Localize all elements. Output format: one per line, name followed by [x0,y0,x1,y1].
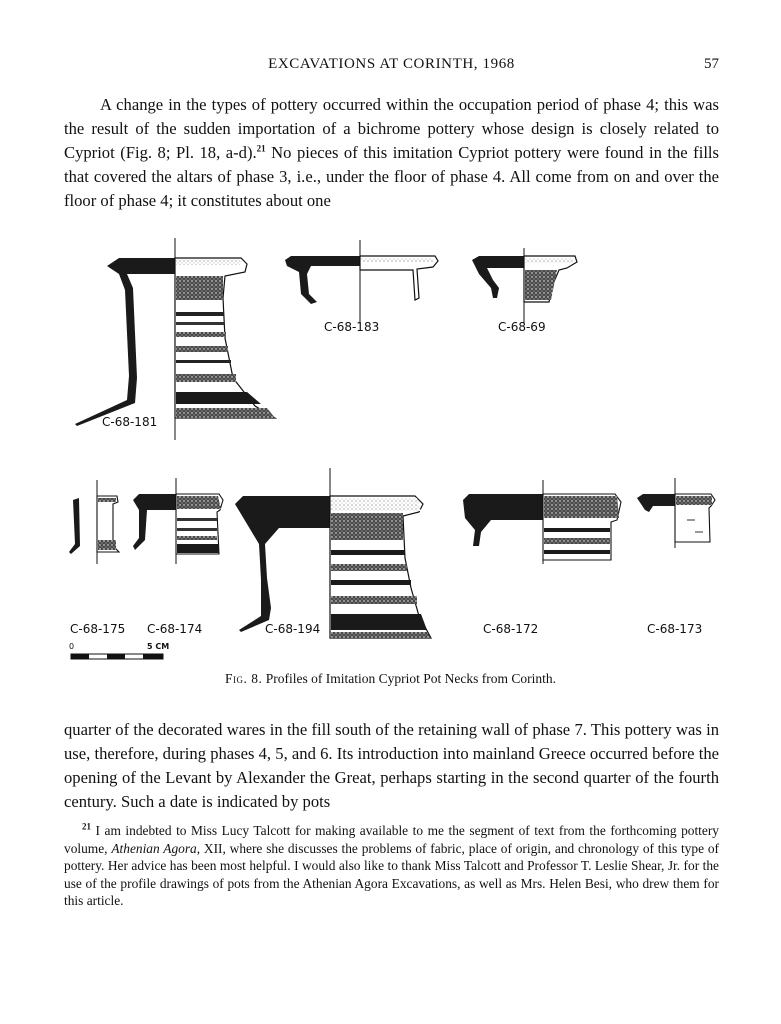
footnote-reference[interactable]: 21 [256,143,266,154]
body-paragraph-2: quarter of the decorated wares in the fill south of the retaining wall of phase 7. This pottery was in use, therefore, during phases 4, 5, and 6. Its introduction into mainland Greece occurred before the opening of the Levant by Alexander the Great, perhaps starting in the second quarter of the fourth century. Such a date is indicated by pots [64,720,719,811]
label-c-68-174: C-68-174 [147,622,203,636]
figure-8 [55,228,735,698]
pottery-profiles-drawing [55,228,735,668]
label-c-68-181: C-68-181 [102,415,158,429]
scale-zero-label: 0 [69,642,75,651]
body-paragraph-1 [64,93,719,213]
profile-c-68-172 [463,480,621,564]
label-c-68-183: C-68-183 [324,320,380,334]
profile-c-68-194 [235,468,431,638]
profile-c-68-183 [285,240,438,324]
profile-c-68-174 [133,478,223,564]
label-c-68-194: C-68-194 [265,622,321,636]
running-title: EXCAVATIONS AT CORINTH, 1968 [268,56,515,72]
paragraph-1-text-b: No pieces of this imitation Cypriot pottery were found in the fills that covered the altars of phase 3, i.e., under the floor of phase 4. All come from on and over the floor of phase 4; it constitutes about one [64,143,719,210]
footnote-text-b: , XII, where she discusses the problems of fabric, place of origin, and chronology of this type of pottery. Her advice has been most helpful. I would also like to thank Miss Talcott and Professor T. Leslie Shear, Jr. for the use of the profile drawings of pots from the Athenian Agora Excavations, as well as Mrs. Helen Besi, who drew them for this article. [64,840,719,908]
scale-five-cm-label: 5 CM [147,642,170,651]
label-c-68-173: C-68-173 [647,622,703,636]
profile-c-68-181 [75,238,275,440]
profile-c-68-173 [637,478,715,548]
footnote-number: 21 [82,821,91,832]
footnote-text-a: I am indebted to Miss Lucy Talcott for making available to me the segment of text from the forthcoming pottery volume, [64,823,719,856]
profile-c-68-175 [69,480,119,564]
figure-caption [0,671,781,687]
label-c-68-69: C-68-69 [498,320,546,334]
label-c-68-175: C-68-175 [70,622,126,636]
label-c-68-172: C-68-172 [483,622,539,636]
figure-caption-label: Fig. 8. [225,671,263,686]
scale-bar [71,654,163,659]
figure-caption-text: Profiles of Imitation Cypriot Pot Necks from Corinth. [265,671,556,686]
paragraph-1-text-a: A change in the types of pottery occurred within the occupation period of phase 4; this was the result of the sudden importation of a bichrome pottery whose design is closely related to Cypriot (Fig. 8; Pl. 18, a-d). [64,95,719,162]
footnote-title-italic: Athenian Agora [111,840,197,856]
profile-c-68-69 [472,248,577,323]
footnote-21 [64,822,719,910]
page-number: 57 [704,56,719,72]
page-header [64,56,719,78]
